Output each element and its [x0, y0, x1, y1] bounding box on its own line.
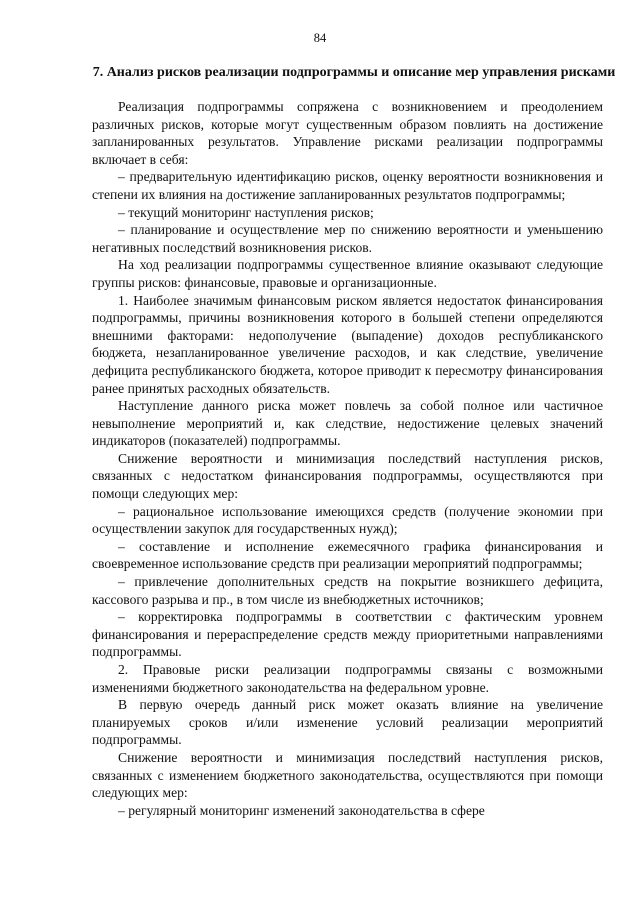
paragraph: 2. Правовые риски реализации подпрограммы связаны с возможными изменениями бюджетного законодательства на федеральном уровне. [92, 662, 603, 695]
paragraph: 1. Наиболее значимым финансовым риском является недостаток финансирования подпрограммы, причины возникновения которого в большей степени определяются внешними факторами: недополучение (выпадение) доходов республиканского бюджета, незапланированное увеличение расходов, и как следствие, увеличение дефицита республиканского бюджета, которое приводит к пересмотру финансирования ранее принятых расходных обязательств. [92, 292, 603, 396]
list-item: – привлечение дополнительных средств на покрытие возникшего дефицита, кассового разрыва и пр., в том числе из внебюджетных источников; [92, 574, 603, 607]
list-item: – корректировка подпрограммы в соответствии с фактическим уровнем финансирования и перераспределение средств между приоритетными направлениями подпрограммы. [92, 609, 603, 660]
paragraph: Снижение вероятности и минимизация последствий наступления рисков, связанных с изменением бюджетного законодательства, осуществляются при помощи следующих мер: [92, 749, 603, 801]
page-number: 84 [313, 31, 327, 45]
list-item: – планирование и осуществление мер по снижению вероятности и уменьшению негативных последствий возникновения рисков. [92, 222, 603, 255]
paragraph: На ход реализации подпрограммы существенное влияние оказывают следующие группы рисков: финансовые, правовые и организационные. [92, 257, 603, 290]
list-item: – регулярный мониторинг изменений законодательства в сфере [118, 802, 485, 818]
body-text [92, 98, 603, 819]
list-item: – предварительную идентификацию рисков, оценку вероятности возникновения и степени их влияния на достижение запланированных результатов подпрограммы; [92, 169, 603, 202]
paragraph: В первую очередь данный риск может оказать влияние на увеличение планируемых сроков и/или изменение условий реализации мероприятий подпрограммы. [92, 697, 603, 748]
section-heading: 7. Анализ рисков реализации подпрограммы и описание мер управления рисками [92, 65, 616, 80]
paragraph: Снижение вероятности и минимизация последствий наступления рисков, связанных с недостатком финансирования подпрограммы, осуществляются при помощи следующих мер: [92, 450, 603, 502]
list-item: – текущий мониторинг наступления рисков; [118, 204, 374, 220]
list-item: – рациональное использование имеющихся средств (получение экономии при осуществлении закупок для государственных нужд); [92, 503, 603, 537]
paragraph: Реализация подпрограммы сопряжена с возникновением и преодолением различных рисков, которые могут существенным образом повлиять на достижение запланированных результатов. Управление рисками реализации подпрограммы включает в себя: [92, 99, 603, 167]
list-item: – составление и исполнение ежемесячного графика финансирования и своевременное использование средств при реализации мероприятий подпрограммы; [92, 538, 603, 572]
paragraph: Наступление данного риска может повлечь за собой полное или частичное невыполнение мероприятий и, как следствие, недостижение целевых значений индикаторов (показателей) подпрограммы. [92, 398, 603, 449]
